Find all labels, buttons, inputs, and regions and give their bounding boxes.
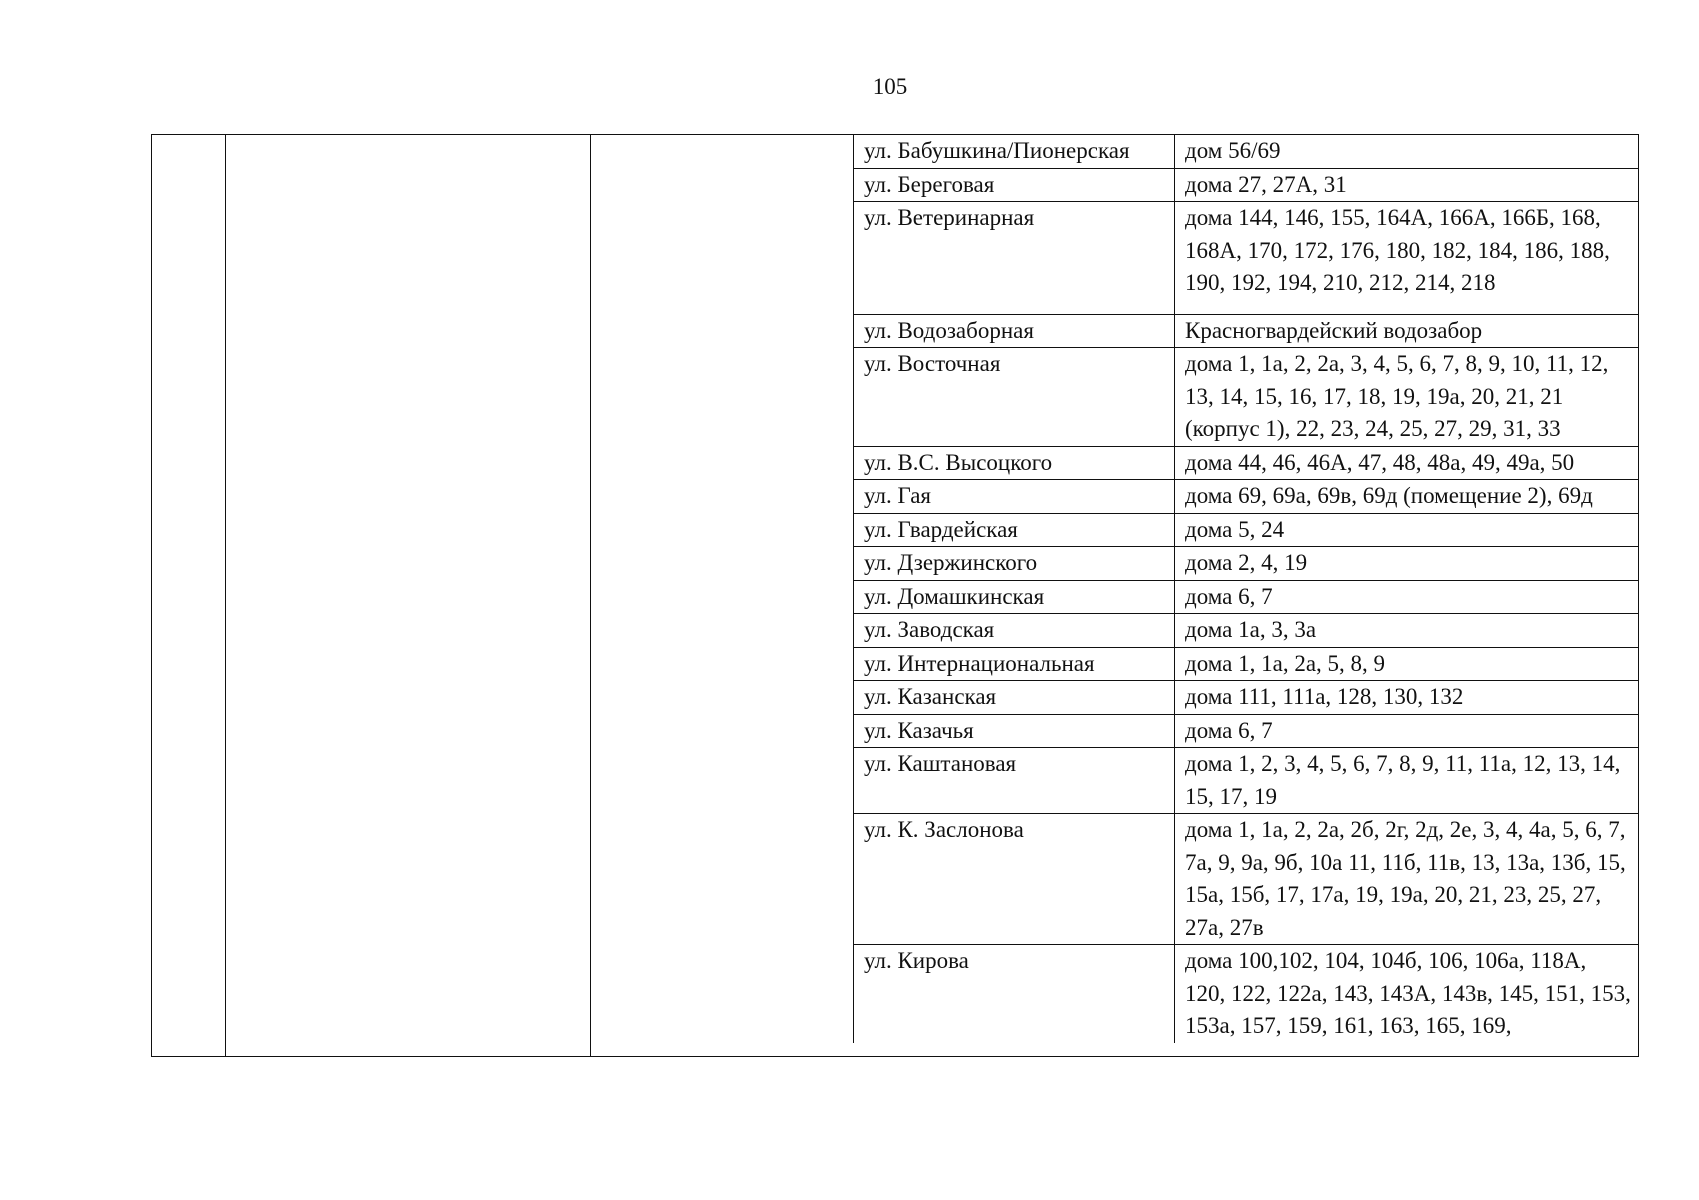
house-numbers-cell: дома 44, 46, 46А, 47, 48, 48а, 49, 49а, 50 <box>1175 446 1639 480</box>
house-numbers-cell: Красногвардейский водозабор <box>1175 314 1639 348</box>
address-table <box>151 134 1639 1057</box>
street-name-cell: ул. В.С. Высоцкого <box>854 446 1175 480</box>
street-table <box>853 135 1638 1043</box>
table-row <box>854 748 1639 814</box>
house-numbers-cell: дома 100,102, 104, 104б, 106, 106а, 118А, 120, 122, 122а, 143, 143А, 143в, 145, 151, 153, 153а, 157, 159, 161, 163, 165, 169, <box>1175 945 1639 1043</box>
house-numbers-cell: дома 144, 146, 155, 164А, 166А, 166Б, 168, 168А, 170, 172, 176, 180, 182, 184, 186, 188, 190, 192, 194, 210, 212, 214, 218 <box>1175 202 1639 315</box>
column-divider <box>590 135 591 1056</box>
street-name-cell: ул. Гвардейская <box>854 513 1175 547</box>
house-numbers-cell: дома 1, 1а, 2, 2а, 2б, 2г, 2д, 2е, 3, 4, 4а, 5, 6, 7, 7а, 9, 9а, 9б, 10а 11, 11б, 11в, 13, 13а, 13б, 15, 15а, 15б, 17, 17а, 19, 19а, 20, 21, 23, 25, 27, 27а, 27в <box>1175 814 1639 945</box>
table-row <box>854 348 1639 447</box>
street-name-cell: ул. Кирова <box>854 945 1175 1043</box>
table-row <box>854 945 1639 1043</box>
street-name-cell: ул. К. Заслонова <box>854 814 1175 945</box>
table-row <box>854 681 1639 715</box>
house-numbers-cell: дома 2, 4, 19 <box>1175 547 1639 581</box>
street-name-cell: ул. Домашкинская <box>854 580 1175 614</box>
table-row <box>854 513 1639 547</box>
house-numbers-cell: дома 1, 1а, 2, 2а, 3, 4, 5, 6, 7, 8, 9, 10, 11, 12, 13, 14, 15, 16, 17, 18, 19, 19а, 20, 21, 21 (корпус 1), 22, 23, 24, 25, 27, 29, 31, 33 <box>1175 348 1639 447</box>
house-numbers-cell: дома 69, 69а, 69в, 69д (помещение 2), 69д <box>1175 480 1639 514</box>
table-row <box>854 202 1639 315</box>
table-row <box>854 614 1639 648</box>
street-name-cell: ул. Бабушкина/Пионерская <box>854 135 1175 168</box>
street-name-cell: ул. Интернациональная <box>854 647 1175 681</box>
house-numbers-cell: дома 6, 7 <box>1175 714 1639 748</box>
street-name-cell: ул. Дзержинского <box>854 547 1175 581</box>
house-numbers-cell: дома 27, 27А, 31 <box>1175 168 1639 202</box>
street-name-cell: ул. Водозаборная <box>854 314 1175 348</box>
table-row <box>854 814 1639 945</box>
street-name-cell: ул. Заводская <box>854 614 1175 648</box>
table-row <box>854 135 1639 168</box>
house-numbers-cell: дома 111, 111а, 128, 130, 132 <box>1175 681 1639 715</box>
table-row <box>854 446 1639 480</box>
house-numbers-cell: дом 56/69 <box>1175 135 1639 168</box>
house-numbers-cell: дома 6, 7 <box>1175 580 1639 614</box>
street-name-cell: ул. Казачья <box>854 714 1175 748</box>
page-number: 105 <box>872 74 908 99</box>
street-name-cell: ул. Береговая <box>854 168 1175 202</box>
street-name-cell: ул. Ветеринарная <box>854 202 1175 315</box>
table-row <box>854 480 1639 514</box>
street-name-cell: ул. Гая <box>854 480 1175 514</box>
table-row <box>854 547 1639 581</box>
street-name-cell: ул. Восточная <box>854 348 1175 447</box>
house-numbers-cell: дома 1, 1а, 2а, 5, 8, 9 <box>1175 647 1639 681</box>
table-row <box>854 647 1639 681</box>
table-row <box>854 168 1639 202</box>
table-row <box>854 314 1639 348</box>
house-numbers-cell: дома 1а, 3, 3а <box>1175 614 1639 648</box>
street-name-cell: ул. Каштановая <box>854 748 1175 814</box>
column-divider <box>225 135 226 1056</box>
house-numbers-cell: дома 5, 24 <box>1175 513 1639 547</box>
street-name-cell: ул. Казанская <box>854 681 1175 715</box>
house-numbers-cell: дома 1, 2, 3, 4, 5, 6, 7, 8, 9, 11, 11а, 12, 13, 14, 15, 17, 19 <box>1175 748 1639 814</box>
table-row <box>854 580 1639 614</box>
table-row <box>854 714 1639 748</box>
